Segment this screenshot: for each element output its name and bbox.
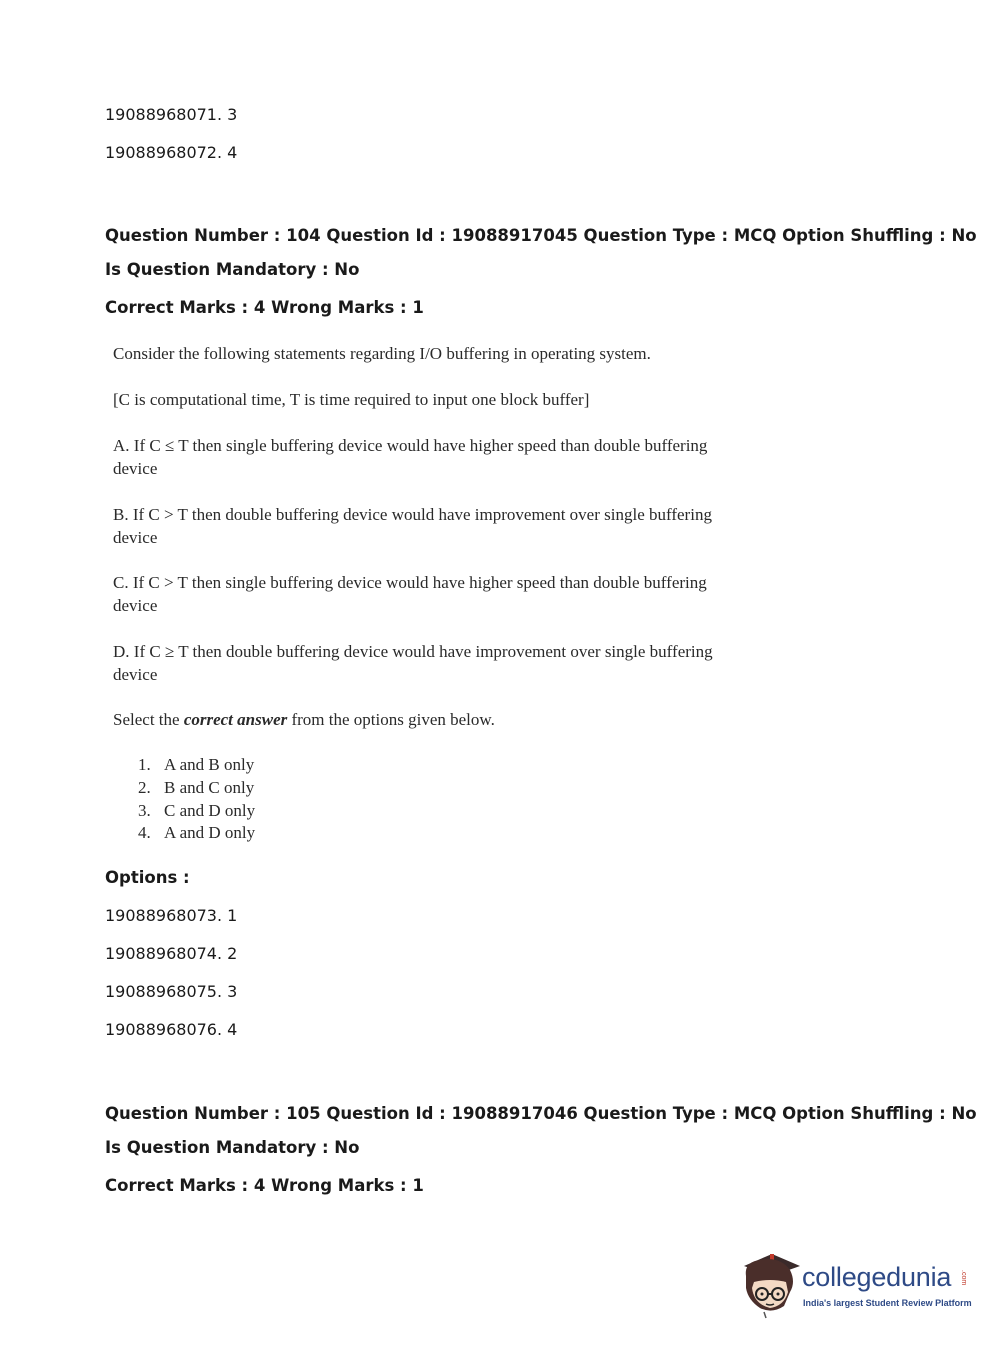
prev-option-3: 19088968071. 3 xyxy=(105,105,238,124)
q104-intro: Consider the following statements regarding I/O buffering in operating system. xyxy=(113,344,651,363)
choice-2-text: B and C only xyxy=(164,778,255,797)
choice-4-num: 4. xyxy=(138,823,151,842)
statement-d-line1: D. If C ≥ T then double buffering device would have improvement over single buffering xyxy=(113,642,713,661)
statement-b-line1: B. If C > T then double buffering device would have improvement over single buffering xyxy=(113,505,712,524)
statement-c-line2: device xyxy=(113,596,158,615)
choice-3-text: C and D only xyxy=(164,801,256,820)
logo-wordmark: collegedunia xyxy=(802,1262,952,1292)
statement-a xyxy=(113,434,707,480)
choice-1 xyxy=(138,755,254,775)
select-emphasis: correct answer xyxy=(183,710,288,729)
choice-3 xyxy=(138,801,255,821)
option-1: 19088968073. 1 xyxy=(105,906,238,925)
q104-mandatory: Is Question Mandatory : No xyxy=(105,260,360,279)
choice-2-num: 2. xyxy=(138,778,151,797)
choice-1-text: A and B only xyxy=(164,755,255,774)
statement-c xyxy=(113,571,707,617)
q105-header: Question Number : 105 Question Id : 19088917046 Question Type : MCQ Option Shuffling : No xyxy=(105,1104,977,1123)
statement-c-line1: C. If C > T then single buffering device would have higher speed than double buffering xyxy=(113,573,707,592)
statement-d xyxy=(113,640,713,686)
mascot-icon xyxy=(740,1248,802,1320)
statement-b xyxy=(113,503,712,549)
option-4: 19088968076. 4 xyxy=(105,1020,238,1039)
q105-marks: Correct Marks : 4 Wrong Marks : 1 xyxy=(105,1176,424,1195)
logo-tagline: India's largest Student Review Platform xyxy=(803,1298,972,1308)
options-label: Options : xyxy=(105,868,190,887)
q105-mandatory: Is Question Mandatory : No xyxy=(105,1138,360,1157)
choice-2 xyxy=(138,778,254,798)
select-instruction xyxy=(113,708,495,731)
select-post: from the options given below. xyxy=(287,710,495,729)
q104-marks: Correct Marks : 4 Wrong Marks : 1 xyxy=(105,298,424,317)
q104-header: Question Number : 104 Question Id : 19088917045 Question Type : MCQ Option Shuffling : No xyxy=(105,226,977,245)
option-3: 19088968075. 3 xyxy=(105,982,238,1001)
choice-4-text: A and D only xyxy=(164,823,256,842)
prev-option-4: 19088968072. 4 xyxy=(105,143,238,162)
q104-note: [C is computational time, T is time required to input one block buffer] xyxy=(113,390,590,409)
statement-b-line2: device xyxy=(113,528,158,547)
select-pre: Select the xyxy=(113,710,184,729)
logo-com: .com xyxy=(960,1270,967,1286)
choice-3-num: 3. xyxy=(138,801,151,820)
collegedunia-logo xyxy=(740,1248,972,1320)
statement-d-line2: device xyxy=(113,665,158,684)
choice-4 xyxy=(138,823,255,843)
choice-1-num: 1. xyxy=(138,755,151,774)
option-2: 19088968074. 2 xyxy=(105,944,238,963)
statement-a-line2: device xyxy=(113,459,158,478)
statement-a-line1: A. If C ≤ T then single buffering device would have higher speed than double buffering xyxy=(113,436,708,455)
